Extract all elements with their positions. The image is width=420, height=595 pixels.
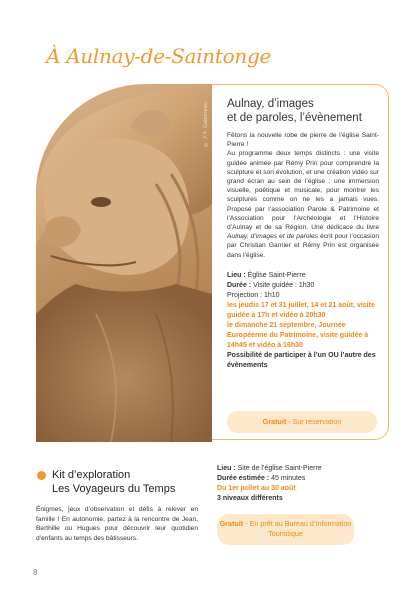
kit-price-free: Gratuit [219, 519, 244, 528]
event-price-note: - Sur réservation [286, 417, 342, 426]
event-description-part1: Au programme deux temps distincts : une visite guidée animée par Rémy Prin pour comprendre la sculpture et son évolution, et une création vidéo sur grand écran au sein de l’église : une immersion visuelle, poétique et musicale, pour montrer les sculptures comme on ne les a jamais vues. Proposé par l’association Parole & Patrimoine et l’Association pour l’Archéologie et l’Histoire d’Aulnay et de sa Région. Une dédicace du livre [227, 150, 379, 232]
kit-title-line2: Les Voyageurs du Temps [52, 483, 176, 495]
kit-details [217, 464, 387, 504]
event-description-part2: écrit pour l’occasion par Christian Garnier et Rémy Prin est organisée dans l’église. [227, 233, 379, 259]
kit-location-value: Site de l’église Saint-Pierre [237, 465, 322, 472]
event-box [212, 84, 389, 440]
event-price-free: Gratuit [262, 417, 287, 426]
duration-value: Visite guidée : 1h30 [253, 281, 315, 289]
event-possibility-note: Possibilité de participer à l’un OU l’autre des évènements [227, 351, 376, 369]
kit-title-line1: Kit d’exploration [52, 469, 131, 481]
kit-duration-label: Durée estimée : [217, 475, 270, 482]
page-title: À Aulnay-de-Saintonge [46, 44, 271, 68]
event-duration [227, 281, 379, 291]
kit-dates: Du 1er juillet au 30 août [217, 485, 296, 492]
event-dates-july-august: les jeudis 17 et 31 juillet, 14 et 21 août, visite guidée à 17h et vidéo à 20h30 [227, 301, 375, 319]
duration-label: Durée : [227, 281, 252, 289]
event-title-line1: Aulnay, d’images [227, 98, 314, 110]
kit-location [217, 464, 387, 474]
kit-duration [217, 474, 387, 484]
location-label: Lieu : [227, 271, 246, 279]
event-intro: Fêtons la nouvelle robe de pierre de l’église Saint-Pierre ! [227, 132, 379, 149]
event-description [227, 149, 379, 259]
location-value: Église Saint-Pierre [247, 271, 306, 279]
kit-price-badge [217, 514, 354, 545]
event-title-line2: et de paroles, l’évènement [227, 112, 362, 124]
photo-credit: © J.Y. Gaborieau [203, 102, 209, 147]
event-details [227, 271, 379, 371]
kit-price-note: - En prêt au Bureau d’Information Touristique [243, 519, 352, 538]
kit-duration-value: 45 minutes [271, 475, 306, 482]
bullet-dot-icon [37, 471, 46, 480]
event-price-badge [227, 411, 377, 433]
page-number: 8 [33, 568, 38, 577]
sculpture-photo [36, 84, 212, 442]
event-title [227, 97, 379, 125]
kit-title [52, 468, 175, 496]
event-dates-september: le dimanche 21 septembre, Journée Européenne du Patrimoine, visite guidée à 14h45 et vidéo à 16h30 [227, 321, 369, 349]
kit-description: Énigmes, jeux d’observation et défis à relever en famille ! En autonomie, partez à la rencontre de Jean, Berthille ou Hugues pour découvrir leur quotidien d’enfants au temps des bâtisseurs. [36, 506, 198, 542]
event-location [227, 271, 379, 281]
kit-levels: 3 niveaux différents [217, 495, 283, 502]
sculpture-illustration [36, 84, 212, 442]
event-projection: Projection : 1h10 [227, 291, 280, 299]
kit-location-label: Lieu : [217, 465, 236, 472]
book-title: Aulnay, d’images et de paroles [227, 233, 318, 241]
